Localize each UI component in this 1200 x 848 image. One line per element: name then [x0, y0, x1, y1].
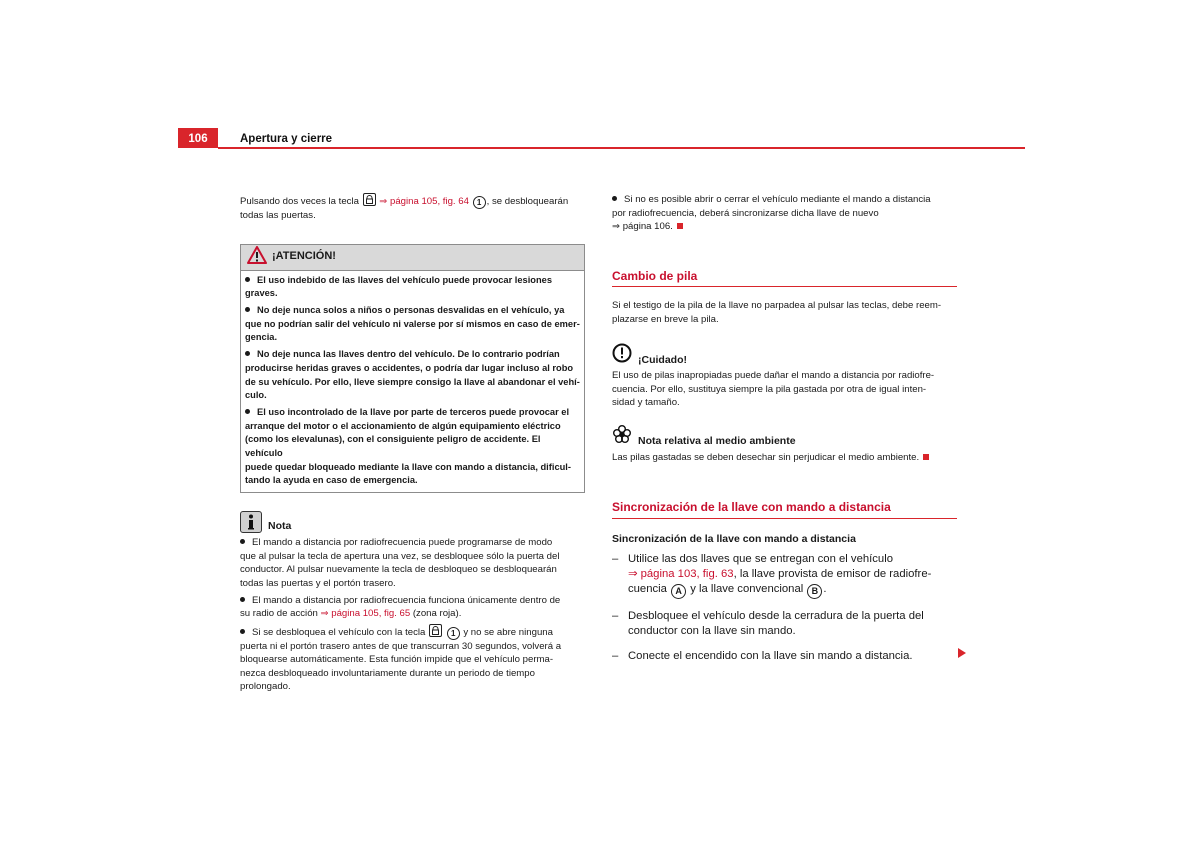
- note-block: [240, 511, 585, 694]
- step-item: – Utilice las dos llaves que se entregan con el vehículo ⇒ página 103, fig. 63, la llave provista de emisor de radiofre- cuencia A y la llave convencional B .: [612, 552, 957, 599]
- next-page-arrow-icon[interactable]: [958, 648, 966, 658]
- intro-text-line2: todas las puertas.: [240, 210, 316, 221]
- environment-flower-icon: [612, 424, 632, 449]
- page-number: 106: [178, 128, 218, 148]
- step-item: – Desbloquee el vehículo desde la cerradura de la puerta del conductor con la llave sin mando.: [612, 610, 924, 638]
- callout-letter-b: B: [807, 584, 822, 599]
- step-item: – Conecte el encendido con la llave sin mando a distancia.: [612, 650, 913, 663]
- battery-paragraph: Si el testigo de la pila de la llave no parpadea al pulsar las teclas, debe reem- plazarse en breve la pila.: [612, 300, 942, 325]
- note-item: Si se desbloquea el vehículo con la tecla 1 y no se abre ninguna puerta ni el portón trasero antes de que transcurran 30 segundos, volverá a bloquearse automáticamente. Esta función impide que el vehículo perma- nezca desbloqueado involuntariamente durante un periodo de tiempo prolongado.: [240, 624, 585, 694]
- callout-number: 1: [447, 627, 460, 640]
- warning-item: No deje nunca solos a niños o personas desvalidas en el vehículo, ya que no podrían salir del vehículo ni valerse por sí mismos en caso de emer- gencia.: [245, 305, 580, 343]
- end-of-section-mark: [923, 454, 929, 460]
- page-header: [178, 128, 1025, 148]
- page-link[interactable]: ⇒ página 103, fig. 63: [628, 568, 734, 581]
- key-button-icon: [363, 193, 376, 206]
- warning-header: [241, 245, 584, 271]
- warning-item: No deje nunca las llaves dentro del vehículo. De lo contrario podrían producirse heridas graves o accidentes, o podría dar lugar incluso al robo de su vehículo. Por ello, lleve siempre consigo la llave al abandonar el vehí- culo.: [245, 349, 580, 401]
- environment-text: Las pilas gastadas se deben desechar sin perjudicar el medio ambiente.: [612, 451, 957, 465]
- chapter-title: Apertura y cierre: [240, 133, 333, 145]
- caution-title: ¡Cuidado!: [638, 353, 687, 366]
- sync-required-item: Si no es posible abrir o cerrar el vehículo mediante el mando a distancia por radiofrecuencia, deberá sincronizarse dicha llave de nuevo ⇒ página 106.: [612, 194, 931, 233]
- warning-body: [241, 271, 584, 493]
- section-title-battery: Cambio de pila: [612, 270, 957, 288]
- note-item: El mando a distancia por radiofrecuencia funciona únicamente dentro de su radio de acción ⇒ página 105, fig. 65 (zona roja).: [240, 594, 561, 620]
- warning-triangle-icon: [247, 246, 267, 269]
- intro-text-end: , se desbloquearán: [486, 196, 569, 207]
- left-column: [240, 193, 585, 694]
- header-divider: [218, 147, 1025, 149]
- info-icon: [240, 511, 262, 533]
- warning-item: El uso incontrolado de la llave por parte de terceros puede provocar el arranque del motor o el accionamiento de algún equipamiento eléctrico (como los elevalunas), con el consiguiente peligro de accidente. El vehículo puede quedar bloqueado mediante la llave con mando a distancia, dificul- tando la ayuda en caso de emergencia.: [245, 406, 571, 486]
- sync-subtitle: Sincronización de la llave con mando a distancia: [612, 532, 856, 545]
- intro-text: Pulsando dos veces la tecla: [240, 196, 362, 207]
- page-link[interactable]: ⇒ página 105, fig. 65: [320, 608, 411, 620]
- environment-header: [612, 424, 957, 449]
- section-title-sync: Sincronización de la llave con mando a distancia: [612, 501, 957, 519]
- caution-icon: [612, 343, 632, 368]
- right-column: [612, 193, 957, 664]
- caution-header: [612, 343, 957, 368]
- key-button-icon: [429, 624, 442, 637]
- environment-title: Nota relativa al medio ambiente: [638, 434, 796, 447]
- intro-paragraph: [240, 193, 585, 223]
- callout-number: 1: [473, 196, 486, 209]
- callout-letter-a: A: [671, 584, 686, 599]
- note-title: Nota: [268, 519, 292, 532]
- warning-title: ¡ATENCIÓN!: [272, 250, 336, 263]
- warning-item: El uso indebido de las llaves del vehículo puede provocar lesiones graves.: [245, 274, 553, 299]
- warning-box: [240, 244, 585, 494]
- page-link[interactable]: ⇒ página 105, fig. 64: [379, 196, 469, 207]
- end-of-section-mark: [677, 223, 683, 229]
- note-item: El mando a distancia por radiofrecuencia puede programarse de modo que al pulsar la tecla de apertura una vez, se desbloquee sólo la puerta del conductor. Al pulsar nuevamente la tecla de desbloqueo se desbloquearán todas las puertas y el portón trasero.: [240, 537, 560, 589]
- caution-text: El uso de pilas inapropiadas puede dañar el mando a distancia por radiofre- cuencia. Por ello, sustituya siempre la pila gastada por otra de igual inten- sidad y tamaño.: [612, 370, 935, 409]
